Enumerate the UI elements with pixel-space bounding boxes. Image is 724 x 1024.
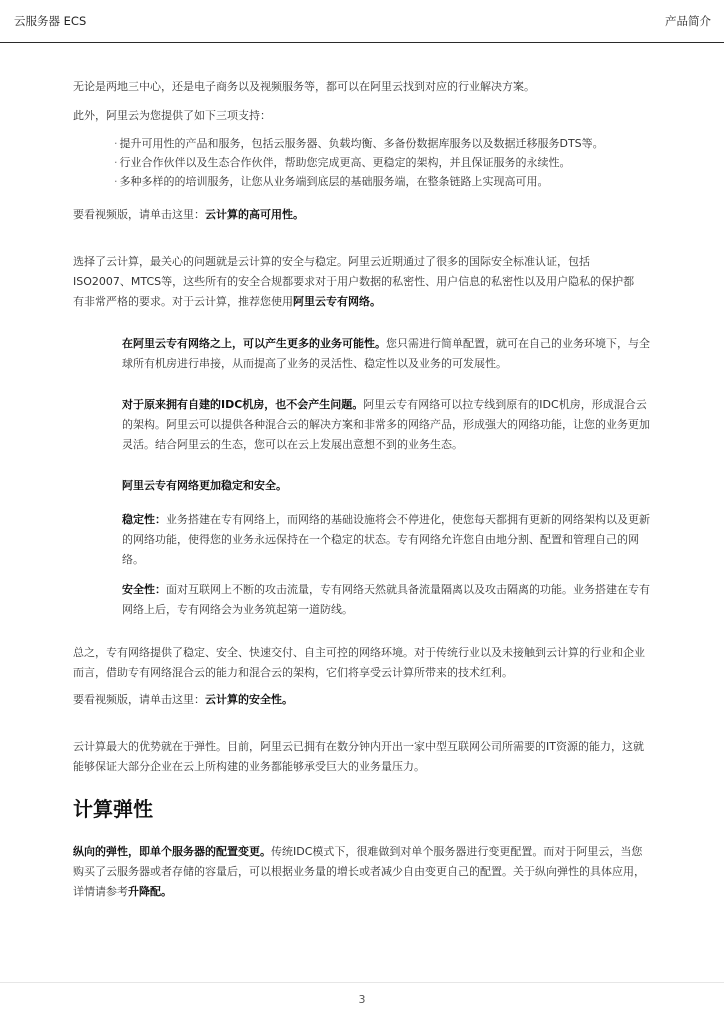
vpc-heading: 阿里云专有网络更加稳定和安全。 [122, 479, 287, 492]
security-paragraph [73, 252, 645, 312]
vpc-point-text: 阿里云专有网络可以拉专线到原有的IDC机房，形成混合云的架构。阿里云可以提供各种混合云的解决方案和非常多的网络产品，形成强大的网络功能，让您的业务更加灵活。结合阿里云的生态，您可以在云上发展出意想不到的业务生态。 [122, 398, 650, 451]
video-link-high-availability[interactable]: 云计算的高可用性。 [205, 208, 304, 221]
list-item-text: 多种多样的的培训服务，让您从业务端到底层的基础服务端，在整条链路上实现高可用。 [119, 175, 549, 188]
security-text: 选择了云计算，最关心的问题就是云计算的安全与稳定。阿里云近期通过了很多的国际安全标准认证，包括ISO2007、MTCS等，这些所有的安全合规都要求对于用户数据的私密性、用户信息的私密性以及用户隐私的保护都有非常严格的要求。对于云计算，推荐您使用 [73, 255, 635, 308]
vpc-point-1 [122, 334, 652, 374]
section-title: 计算弹性 [73, 797, 153, 821]
list-item [114, 172, 674, 191]
vertical-elasticity-paragraph [73, 842, 645, 902]
safety-label: 安全性： [122, 583, 166, 596]
bullet-marker: · [114, 175, 118, 188]
elasticity-intro-paragraph: 云计算最大的优势就在于弹性。目前，阿里云已拥有在数分钟内开出一家中型互联网公司所需要的IT资源的能力，这就能够保证大部分企业在云上所构建的业务都能够承受巨大的业务量压力。 [73, 740, 644, 773]
resize-link[interactable]: 升降配。 [128, 885, 172, 898]
page-header [0, 0, 724, 43]
video-link-paragraph-2 [73, 690, 645, 710]
summary-paragraph: 总之，专有网络提供了稳定、安全、快速交付、自主可控的网络环境。对于传统行业以及未接触到云计算的行业和企业而言，借助专有网络混合云的能力和混合云的架构，它们将享受云计算所带来的技术红利。 [73, 646, 645, 679]
header-product-name: 云服务器 ECS [14, 14, 87, 28]
support-list [114, 134, 674, 191]
video-link-security[interactable]: 云计算的安全性。 [205, 693, 293, 706]
vpc-point-2 [122, 395, 652, 455]
stability-paragraph [122, 510, 652, 570]
video-link-paragraph [73, 205, 645, 225]
intro-paragraph: 无论是两地三中心，还是电子商务以及视频服务等，都可以在阿里云找到对应的行业解决方案。 [73, 80, 535, 93]
vpc-point-lead: 在阿里云专有网络之上，可以产生更多的业务可能性。 [122, 337, 386, 350]
safety-text: 面对互联网上不断的攻击流量，专有网络天然就具备流量隔离以及攻击隔离的功能。业务搭建在专有网络上后，专有网络会为业务筑起第一道防线。 [122, 583, 650, 616]
list-item [114, 153, 674, 172]
video-prefix: 要看视频版，请单击这里： [73, 693, 205, 706]
bullet-marker: · [114, 137, 118, 150]
vpc-point-lead: 对于原来拥有自建的IDC机房，也不会产生问题。 [122, 398, 364, 411]
vertical-text: 传统IDC模式下，很难做到对单个服务器进行变更配置。而对于阿里云，当您购买了云服务器或者存储的容量后，可以根据业务量的增长或者减少自由变更自己的配置。关于纵向弹性的具体应用，详情请参考 [73, 845, 645, 898]
list-item-text: 行业合作伙伴以及生态合作伙伴，帮助您完成更高、更稳定的架构，并且保证服务的永续性。 [119, 156, 571, 169]
vertical-lead: 纵向的弹性，即单个服务器的配置变更。 [73, 845, 271, 858]
header-section-name: 产品简介 [665, 14, 711, 28]
list-item-text: 提升可用性的产品和服务，包括云服务器、负载均衡、多备份数据库服务以及数据迁移服务DTS等。 [119, 137, 604, 150]
support-intro-paragraph: 此外，阿里云为您提供了如下三项支持： [73, 109, 271, 122]
list-item [114, 134, 674, 153]
video-prefix: 要看视频版，请单击这里： [73, 208, 205, 221]
stability-text: 业务搭建在专有网络上，而网络的基础设施将会不停进化，使您每天都拥有更新的网络架构以及更新的网络功能，使得您的业务永远保持在一个稳定的状态。专有网络允许您自由地分割、配置和管理自己的网络。 [122, 513, 650, 566]
safety-paragraph [122, 580, 652, 620]
stability-label: 稳定性： [122, 513, 166, 526]
page-number: 3 [358, 993, 366, 1006]
footer-divider [0, 982, 724, 983]
bullet-marker: · [114, 156, 118, 169]
vpc-point-text: 您只需进行简单配置，就可在自己的业务环境下，与全球所有机房进行串接，从而提高了业务的灵活性、稳定性以及业务的可发展性。 [122, 337, 650, 370]
vpc-link[interactable]: 阿里云专有网络。 [293, 295, 381, 308]
